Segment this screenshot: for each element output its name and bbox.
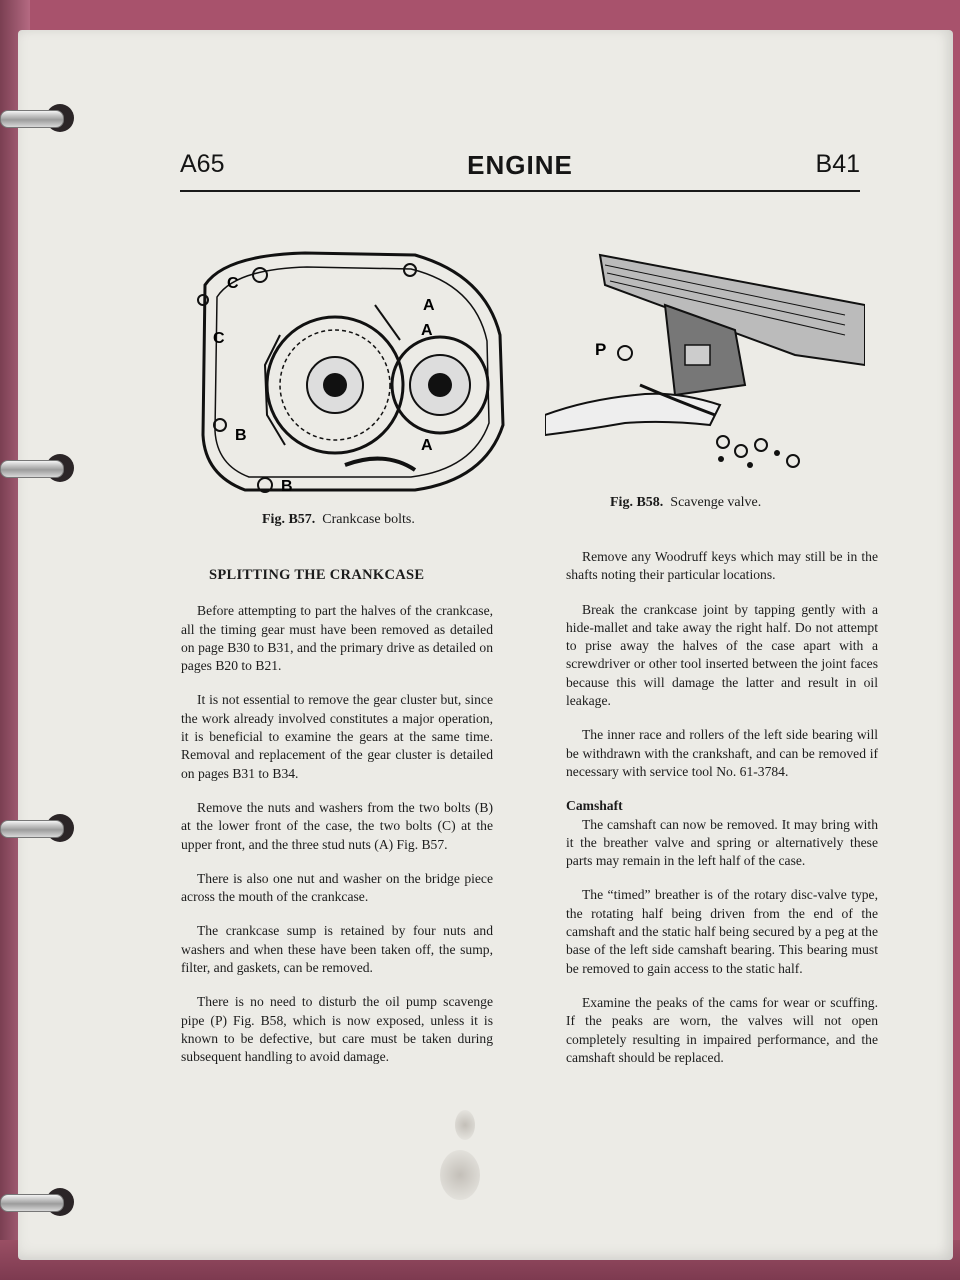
figure-b57-caption — [262, 512, 415, 528]
page-stain — [455, 1110, 475, 1140]
paragraph: The crankcase sump is retained by four nuts and washers and when these have been taken off, the sump, filter, and gaskets, can be removed. — [181, 923, 493, 976]
callout-a-top: A — [423, 297, 435, 314]
figure-b58-label: Fig. B58. — [610, 495, 664, 510]
figure-b58-caption — [610, 495, 761, 511]
callout-p: P — [595, 340, 607, 359]
figure-b58-caption-text: Scavenge valve. — [670, 495, 762, 510]
figure-b58-scavenge-valve-illustration — [545, 245, 865, 475]
page-stain — [440, 1150, 480, 1200]
paragraph: Examine the peaks of the cams for wear or scuffing. If the peaks are worn, the valves will not open completely resulting in impaired performance, and the camshaft should be replaced. — [566, 994, 878, 1065]
section-heading-splitting: SPLITTING THE CRANKCASE — [209, 567, 425, 583]
binder-ring — [0, 96, 80, 140]
header-section-title: ENGINE — [467, 150, 573, 180]
page-header — [180, 150, 860, 190]
paragraph: There is also one nut and washer on the bridge piece across the mouth of the crankcase. — [181, 870, 493, 905]
binder-ring — [0, 806, 80, 850]
binder-ring — [0, 446, 80, 490]
figure-b57-label: Fig. B57. — [262, 512, 316, 527]
paragraph: Break the crankcase joint by tapping gently with a hide-mallet and take away the right half. Do not attempt to prise away the halves of the case apart with a screwdriver or other tool inserted between the joint faces because this will damage the latter and result in oil leakage. — [566, 601, 878, 709]
figure-b57-crankcase-illustration — [185, 245, 515, 500]
left-column — [181, 566, 493, 1083]
paragraph: Remove the nuts and washers from the two bolts (B) at the lower front of the case, the two bolts (C) at the upper front, and the three stud nuts (A) Fig. B57. — [181, 799, 493, 852]
figure-b57-caption-text: Crankcase bolts. — [322, 512, 415, 527]
header-page-number: B41 — [815, 150, 860, 178]
paragraph: Remove any Woodruff keys which may still be in the shafts noting their particular locations. — [566, 549, 878, 583]
header-model: A65 — [180, 150, 225, 178]
binder-ring — [0, 1180, 80, 1224]
callout-c-lower: C — [213, 330, 225, 347]
paragraph: There is no need to disturb the oil pump scavenge pipe (P) Fig. B58, which is now exposed, unless it is known to be defective, but care must be taken during subsequent handling to avoid damage. — [181, 994, 493, 1065]
paragraph: It is not essential to remove the gear cluster but, since the work already involved constitutes a major operation, it is beneficial to examine the gears at the same time. Removal and replacement of the gear cluster is detailed on pages B31 to B34. — [181, 692, 493, 781]
paragraph: Before attempting to part the halves of the crankcase, all the timing gear must have been removed as detailed on page B30 to B31, and the primary drive as detailed on pages B20 to B21. — [181, 603, 493, 674]
paragraph: The “timed” breather is of the rotary disc-valve type, the rotating half being driven from the end of the camshaft and the static half being secured by a peg at the base of the left side camshaft bearing. This bearing must be removed to gain access to the static half. — [566, 887, 878, 976]
right-column — [566, 548, 878, 1083]
callout-c-upper: C — [227, 275, 239, 292]
subheading-camshaft: Camshaft — [566, 798, 623, 814]
callout-a-upper: A — [421, 322, 433, 339]
paragraph: The camshaft can now be removed. It may bring with it the breather valve and spring or alternatively these parts may remain in the left half of the case. — [566, 816, 878, 869]
header-rule — [180, 190, 860, 192]
callout-b-lower: B — [281, 478, 293, 495]
paragraph: The inner race and rollers of the left side bearing will be withdrawn with the crankshaft, and can be removed if necessary with service tool No. 61-3784. — [566, 727, 878, 779]
callout-a-lower: A — [421, 437, 433, 454]
callout-b-upper: B — [235, 427, 247, 444]
